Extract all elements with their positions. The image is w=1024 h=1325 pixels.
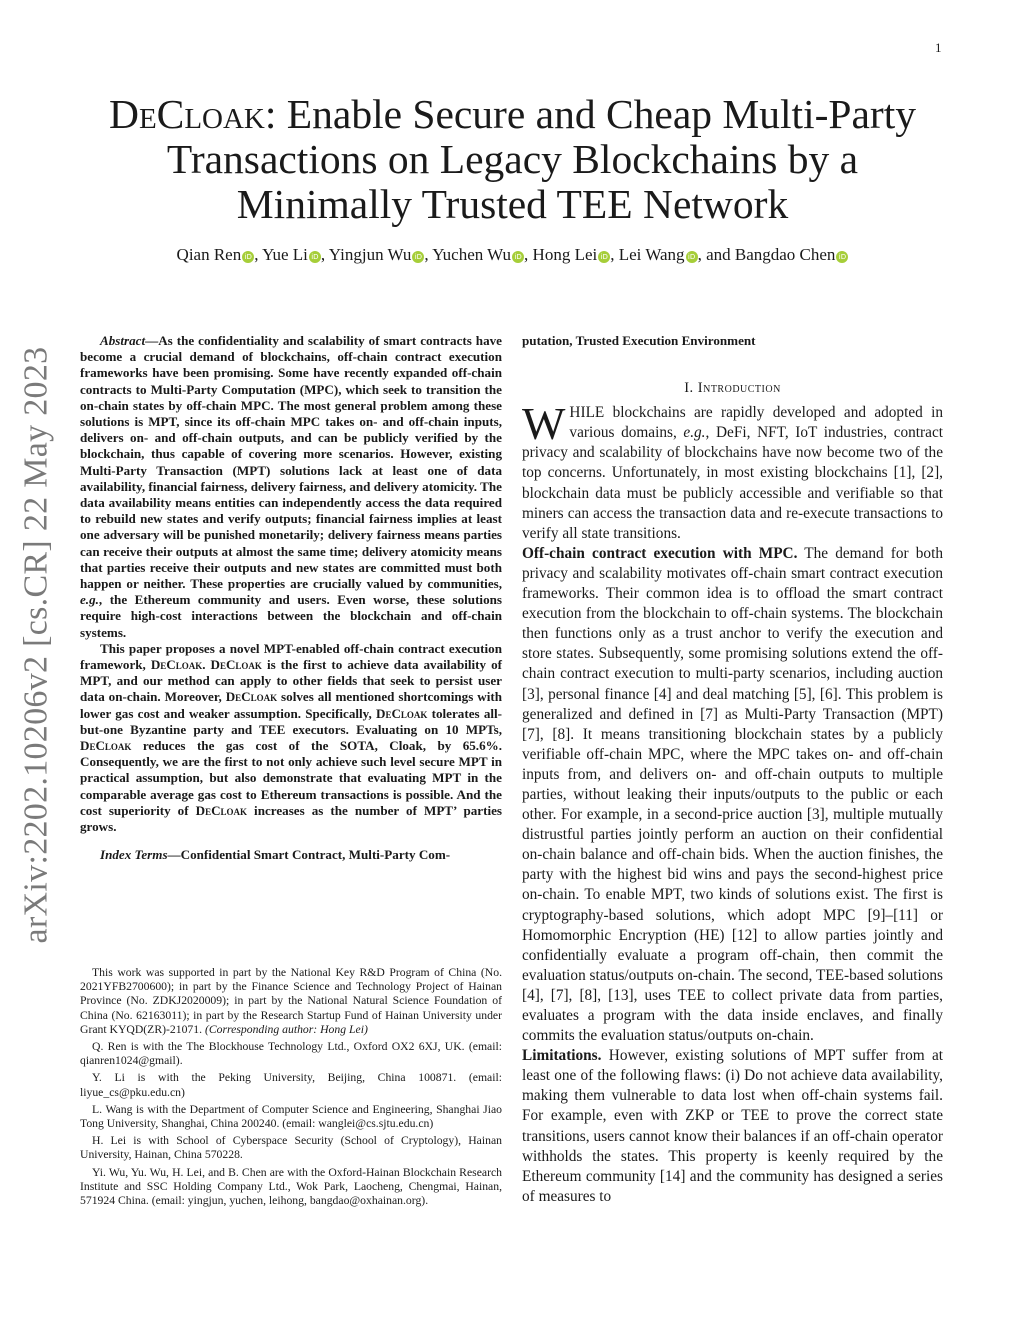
author-separator: , — [424, 245, 433, 264]
intro-text: The demand for both privacy and scalability motivates off-chain smart contract execution frameworks. Their common idea is to offload the smart contract execution from the blockchain to off-chain systems. The blockchain then functions only as a trust anchor to verify the execution and store states. Subsequently, some promising solutions extend the off-chain contract execution to multi-party scenarios, including auction [3], personal finance [4] and deal matching [5], [6]. This problem is generalized and defined in [7] as Multi-Party Transaction (MPT) [7], [8]. It means transitioning blockchain states by a publicly verifiable off-chain MPC, where the MPC takes on- and off-chain inputs from, and delivers on- and off-chain outputs to multiple parties, without leaking their inputs/outputs to the public or each other. For example, in a second-price auction [3], multiple mutually distrustful parties jointly perform an auction on their confidential on-chain balance and off-chain bids. When the auction finishes, the party with the highest bid wins and pays the second-highest price on-chain. To enable MPT, two kinds of solutions exist. The first is cryptography-based solutions, which adopt MPC [9]–[11] or Homomorphic Encryption (HE) [12] to allow parties jointly and confidentially evaluate a program off-chain, then commit the evaluation status/outputs on-chain. The second, TEE-based solutions [4], [7], [8], [13], uses TEE to collect private data from parties, evaluates a program with the data inside enclaves, and finally commits the evaluation status/outputs on-chain. — [522, 544, 943, 1045]
author-separator: , — [254, 245, 263, 264]
author-name: Hong Lei — [532, 245, 598, 264]
author-name: Lei Wang — [618, 245, 685, 264]
paragraph-heading-limitations: Limitations. — [522, 1047, 602, 1065]
intro-paragraph-2 — [522, 544, 943, 1046]
system-name: DeCloak — [80, 738, 132, 754]
page-number: 1 — [935, 40, 942, 55]
abstract-text: As the confidentiality and scalability of smart contracts have become a crucial demand of blockchains, off-chain contract execution frameworks have been promising. Some have recently expanded off-chain contracts to Multi-Party Computation (MPC), which seek to transition the on-chain states by off-chain MPC. The most general problem among these solutions is MPT, since its off-chain MPC takes on- and off-chain inputs, delivers on- and off-chain outputs, and can be publicly verified by the blockchain, thus capable of covering more scenarios. However, existing Multi-Party Transaction (MPT) solutions lack at least one of data availability, financial fairness, delivery fairness, and delivery atomicity. The data availability means entities can independently access the data required to rebuild new states and verify outputs; financial fairness implies at least one adversary will be punished monetarily; delivery fairness means parties can receive their outputs at almost the same time; delivery atomicity means that parties receive their outputs and new states are committed must both happen or neither. These properties are crucially valued by communities, — [80, 333, 502, 592]
orcid-icon[interactable]: iD — [598, 251, 610, 263]
right-column — [522, 333, 943, 1207]
abstract-text: . — [202, 657, 211, 673]
drop-cap: W — [522, 398, 566, 450]
author-list — [80, 243, 945, 267]
title-system-name: DeCloak — [108, 91, 265, 137]
orcid-icon[interactable]: iD — [242, 251, 254, 263]
orcid-icon[interactable]: iD — [686, 251, 698, 263]
intro-text: HILE blockchains are rapidly developed and adopted in various domains, — [569, 404, 943, 442]
paragraph-heading-offchain: Off-chain contract execution with MPC. — [522, 544, 798, 562]
abstract-text: tolerates all-but-one Byzantine party and TEE executors. Evaluating on 10 MPTs, — [80, 705, 502, 737]
author-name: Bangdao Chen — [734, 245, 836, 264]
footnote — [80, 966, 502, 1037]
index-terms-continuation: putation, Trusted Execution Environment — [522, 333, 756, 348]
abstract-eg: e.g. — [80, 592, 99, 608]
intro-paragraph-3 — [522, 1046, 943, 1207]
abstract-text: reduces the gas cost of the SOTA, Cloak, by 65.6%. Consequently, we are the first to not only achieve such level secure MPT in practical assumption, but also demonstrate that evaluating MPT in the comparable average gas cost to Ethereum transactions is possible. And the cost superiority of — [80, 738, 502, 818]
intro-text: , DeFi, NFT, IoT industries, contract privacy and scalability of blockchains have now become two of the top concerns. Unfortunately, in most existing blockchains [1], [2], blockchain data must be publicly accessible and verifiable so that miners can access the transaction data and re-execute transactions to verify all state transitions. — [522, 424, 943, 542]
footnotes — [80, 966, 502, 1211]
footnote: Yi. Wu, Yu. Wu, H. Lei, and B. Chen are with the Oxford-Hainan Blockchain Research Institute and SSC Holding Company Ltd., Wok Park, Laocheng, Chengmai, Hainan, 571924 China. (email: yingjun, yuchen, leihong, bangdao@oxhainan.org). — [80, 1165, 502, 1208]
author-name: Qian Ren — [176, 245, 242, 264]
orcid-icon[interactable]: iD — [512, 251, 524, 263]
abstract-text: , the Ethereum community and users. Even worse, these solutions require high-cost interactions between the blockchain and off-chain systems. — [80, 592, 502, 640]
footnote-funding: This work was supported in part by the National Key R&D Program of China (No. 2021YFB2700600); in part by the Finance Science and Technology Project of Hainan Province (No. ZDKJ2020009); in part by the National Natural Science Foundation of China (No. 62163011); in part by the Research Startup Fund of Hainan University under Grant KYQD(ZR)-21071. — [80, 966, 502, 1036]
abstract-dash: — — [145, 333, 159, 348]
intro-text: However, existing solutions of MPT suffer from at least one of the following flaws: (i) Do not achieve data availability, making them vulnerable to data lost when off-chain systems fail. For example, even with ZKP or TEE to prove the correct state transitions, users cannot know their balances if an off-chain operator withholds the states. This property is keenly required by the Ethereum community [14] and the community has designed a series of measures to — [522, 1047, 943, 1205]
system-name: DeCloak — [210, 657, 262, 673]
author-separator: , and — [697, 245, 735, 264]
system-name: DeCloak — [195, 802, 248, 818]
system-name: DeCloak — [375, 705, 428, 721]
author-name: Yue Li — [262, 245, 308, 264]
index-terms — [80, 847, 502, 863]
corresponding-author: (Corresponding author: Hong Lei) — [204, 1022, 368, 1036]
arxiv-identifier: arXiv:2202.10206v2 [cs.CR] 22 May 2023 — [17, 346, 54, 944]
author-separator: , — [524, 245, 533, 264]
footnote: L. Wang is with the Department of Computer Science and Engineering, Shanghai Jiao Tong University, Shanghai, China 200240. (email: wanglei@cs.sjtu.edu.cn) — [80, 1102, 502, 1131]
abstract-paragraph-1 — [80, 333, 502, 641]
section-heading-introduction: I. Introduction — [684, 380, 781, 397]
left-column — [80, 333, 502, 877]
intro-eg: e.g. — [683, 424, 706, 442]
footnote: H. Lei is with School of Cyberspace Security (School of Cryptology), Hainan University, Hainan, China 570228. — [80, 1134, 502, 1162]
author-separator: , — [320, 245, 329, 264]
paper-title — [80, 92, 945, 227]
title-rest: : Enable Secure and Cheap Multi-Party Transactions on Legacy Blockchains by a Minimally Trusted TEE Network — [166, 91, 917, 227]
index-terms-label: Index Terms — [100, 847, 168, 863]
author-name: Yuchen Wu — [432, 245, 512, 264]
orcid-icon[interactable]: iD — [412, 251, 424, 263]
abstract-text: is the first to achieve data availability of MPT, and our method can apply to other fields that seek to persist user data on-chain. Moreover, — [80, 657, 502, 705]
abstract-label: Abstract — [100, 333, 146, 348]
footnote: Y. Li is with the Peking University, Beijing, China 100871. (email: liyue_cs@pku.edu.cn) — [80, 1071, 502, 1099]
orcid-icon[interactable]: iD — [309, 251, 321, 263]
abstract-text: This paper proposes a novel MPT-enabled off-chain contract execution framework, — [80, 640, 502, 673]
index-terms-text: Confidential Smart Contract, Multi-Party Com- — [180, 847, 451, 863]
author-name: Yingjun Wu — [328, 245, 412, 264]
abstract-text: solves all mentioned shortcomings with lower gas cost and weaker assumption. Specifically, — [80, 689, 502, 721]
system-name: DeCloak — [150, 657, 203, 673]
index-terms-dash: — — [167, 847, 181, 863]
system-name: DeCloak — [225, 689, 278, 705]
author-separator: , — [610, 245, 619, 264]
abstract-text: increases as the number of MPT’ parties grows. — [80, 802, 502, 835]
intro-paragraph-1 — [522, 398, 943, 544]
abstract-paragraph-2 — [80, 641, 502, 835]
arxiv-stamp — [11, 345, 61, 945]
orcid-icon[interactable]: iD — [836, 251, 848, 263]
footnote: Q. Ren is with the The Blockhouse Technology Ltd., Oxford OX2 6XJ, UK. (email: qianren1024@gmail). — [80, 1040, 502, 1068]
